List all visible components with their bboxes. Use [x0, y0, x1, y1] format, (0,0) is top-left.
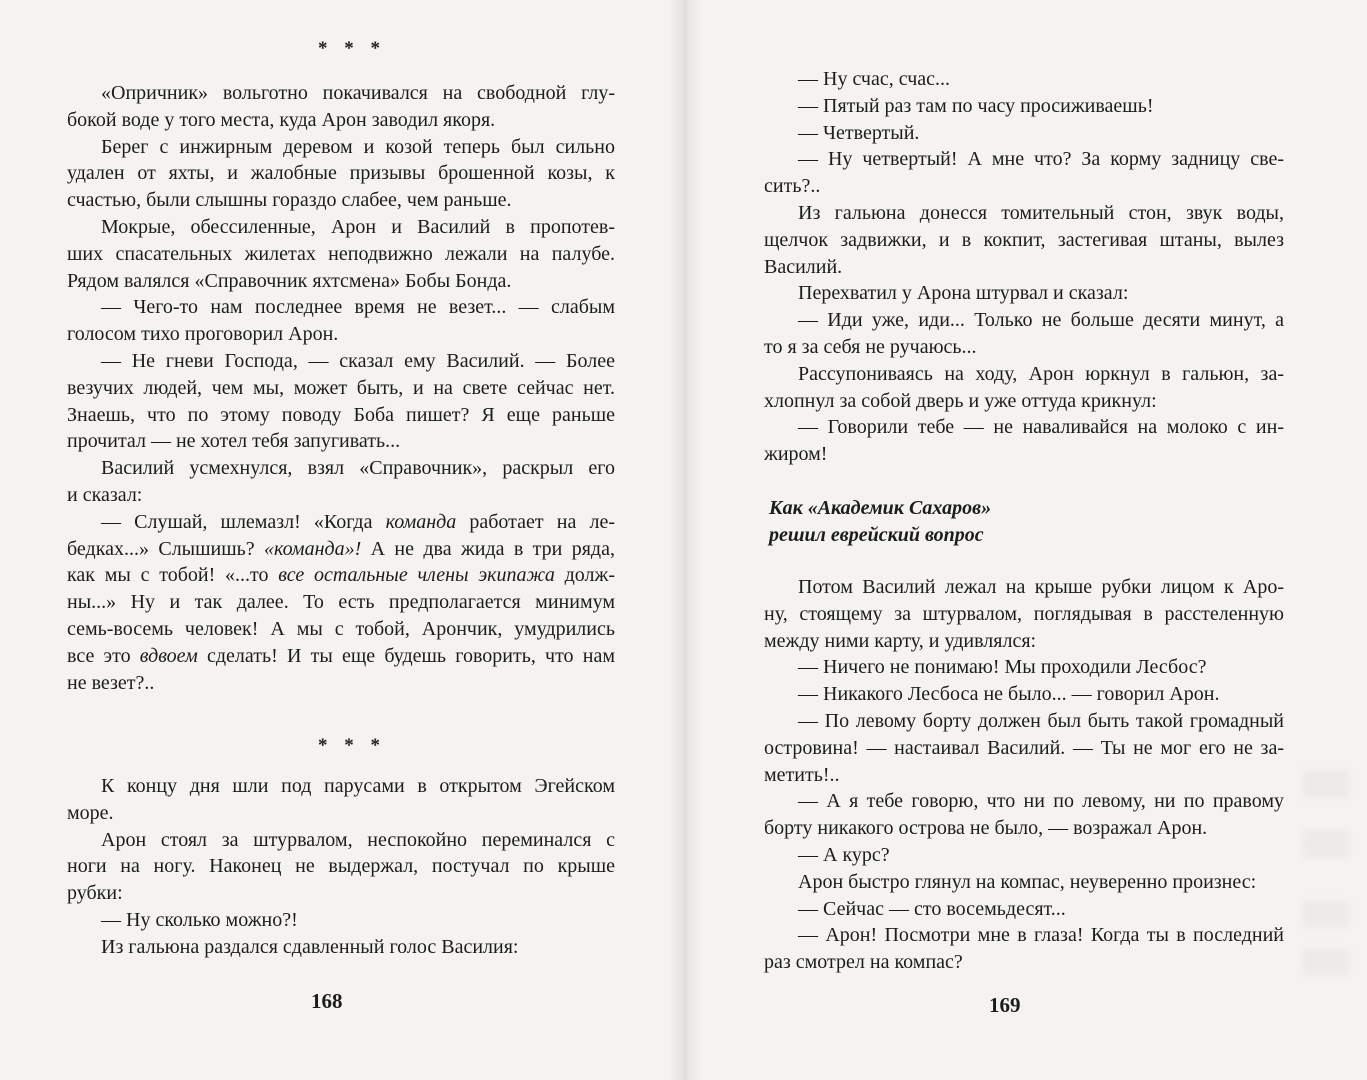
text-run: все это — [67, 644, 140, 667]
paragraph-line: ноги на ногу. Наконец не выдержал, постучал по крыше — [67, 855, 615, 878]
paragraph-line: Перехватил у Арона штурвал и сказал: — [798, 282, 1129, 305]
paragraph-line: везучих людей, чем мы, может быть, и на свете сейчас нет. — [67, 376, 615, 399]
right-page — [684, 0, 1367, 1080]
paragraph-line: рубки: — [67, 882, 123, 905]
paragraph-line: счастью, были слышны гораздо слабее, чем раньше. — [67, 189, 512, 212]
dialogue-line: — Ну счас, счас... — [798, 68, 951, 90]
paragraph-line: — Не гневи Господа, — сказал ему Василий. — Более — [101, 349, 615, 372]
text-run: бедках...» Слышишь? — [67, 537, 264, 560]
dialogue-line: — А курс? — [798, 843, 890, 866]
text-run: работает на ле- — [456, 510, 615, 533]
paragraph-line: Берег с инжирным деревом и козой теперь был сильно — [101, 135, 615, 158]
dialogue-line: — Ничего не понимаю! Мы проходили Лесбос? — [798, 656, 1207, 679]
dialogue-line: сить?.. — [764, 175, 821, 198]
italic-run: «команда»! — [263, 537, 362, 560]
paragraph-line: голосом тихо проговорил Арон. — [67, 323, 339, 346]
dialogue-line: метить!.. — [764, 763, 840, 786]
paragraph-line: щелчок задвижки, и в кокпит, застегивая штаны, вылез — [764, 228, 1284, 251]
paragraph-line: море. — [67, 801, 114, 824]
page-number-right: 169 — [989, 993, 1021, 1017]
paragraph-line: жиром! — [764, 443, 828, 466]
paragraph-line: бокой воде у того места, куда Арон заводил якоря. — [67, 108, 496, 131]
paragraph-line: — Чего-то нам последнее время не везет... — слабым — [101, 296, 615, 319]
paragraph-line: между ними карту, и удивлялся: — [764, 629, 1037, 652]
paragraph-line: Потом Василий лежал на крыше рубки лицом к Аро- — [798, 576, 1284, 598]
paragraph-line: хлопнул за собой дверь и уже оттуда крикнул: — [764, 389, 1157, 412]
paragraph-line: «Опричник» вольготно покачивался на свободной глу- — [101, 82, 615, 104]
paragraph-line: Рядом валялся «Справочник яхтсмена» Бобы Бонда. — [67, 269, 512, 292]
paragraph-line: ну, стоящему за штурвалом, поглядывая в расстеленную — [764, 602, 1284, 625]
chapter-heading — [769, 494, 1189, 548]
chapter-heading-line: решил еврейский вопрос — [769, 523, 984, 546]
paragraph-line: прочитал — не хотел тебя запугивать... — [67, 430, 401, 453]
text-run: А не два жида в три ряда, — [361, 537, 615, 560]
paragraph-line: ны...» Ну и так далее. То есть предполагается минимум — [67, 591, 615, 614]
dialogue-line: — А я тебе говорю, что ни по левому, ни по правому — [798, 790, 1284, 813]
page-number-left: 168 — [311, 989, 343, 1013]
paragraph-line: семь-восемь человек! А мы с тобой, Арончик, умудрились — [67, 617, 615, 640]
paragraph-line: К концу дня шли под парусами в открытом Эгейском — [101, 775, 615, 797]
paragraph-line: Из гальюна донесся томительный стон, звук воды, — [798, 201, 1284, 224]
dialogue-line: — Ну четвертый! А мне что? За корму задницу све- — [798, 148, 1284, 171]
paragraph-line: и сказал: — [67, 483, 143, 506]
section-divider-top: * * * — [318, 38, 386, 59]
left-page-text-top — [67, 80, 615, 696]
dialogue-line: — Арон! Посмотри мне в глаза! Когда ты в последний — [798, 924, 1284, 947]
dialogue-line: — Сейчас — сто восемьдесят... — [798, 897, 1066, 920]
right-page-text-bottom — [764, 574, 1284, 976]
chapter-heading-line: Как «Академик Сахаров» — [769, 497, 992, 519]
show-through-mark — [1303, 900, 1349, 928]
italic-run: вдвоем — [139, 644, 198, 667]
paragraph-line: Василий. — [764, 255, 843, 278]
paragraph-line: не везет?.. — [67, 671, 155, 694]
dialogue-line: — По левому борту должен был быть такой громадный — [798, 709, 1284, 732]
show-through-mark — [1303, 830, 1349, 858]
show-through-mark — [1303, 770, 1349, 798]
text-run: долж- — [554, 564, 615, 587]
paragraph-line — [67, 509, 615, 536]
paragraph-line: Арон стоял за штурвалом, неспокойно переминался с — [101, 828, 615, 851]
paragraph-line: Рассупониваясь на ходу, Арон юркнул в гальюн, за- — [798, 362, 1284, 385]
text-run: сделать! И ты еще будешь говорить, что нам — [197, 644, 615, 667]
paragraph-line: ших спасательных жилетах неподвижно лежали на палубе. — [67, 242, 615, 265]
left-page-text-bottom — [67, 773, 615, 961]
dialogue-line: островина! — настаивал Василий. — Ты не мог его не за- — [764, 736, 1284, 759]
dialogue-line: раз смотрел на компас? — [764, 951, 963, 974]
paragraph-line: удален от яхты, и жалобные призывы брошенной козы, к — [67, 162, 615, 185]
italic-run: команда — [385, 510, 457, 533]
paragraph-line: Знаешь, что по этому поводу Боба пишет? Я еще раньше — [67, 403, 615, 426]
text-run: — Слушай, шлемазл! «Когда — [101, 510, 386, 533]
italic-run: все остальные члены экипажа — [278, 564, 555, 587]
dialogue-line: — Пятый раз там по часу просиживаешь! — [798, 94, 1154, 117]
paragraph-line — [67, 536, 615, 563]
paragraph-line: Арон быстро глянул на компас, неуверенно произнес: — [798, 870, 1257, 893]
paragraph-line: Василий усмехнулся, взял «Справочник», раскрыл его — [101, 457, 615, 480]
paragraph-line: Мокрые, обессиленные, Арон и Василий в пропотев- — [101, 215, 615, 238]
paragraph-line: Из гальюна раздался сдавленный голос Василия: — [101, 935, 519, 958]
paragraph-line — [67, 562, 615, 589]
right-page-text-top — [764, 66, 1284, 468]
paragraph-line: — Иди уже, иди... Только не больше десяти минут, а — [798, 309, 1284, 332]
paragraph-line: — Говорили тебе — не наваливайся на молоко с ин- — [798, 416, 1284, 439]
dialogue-line: — Никакого Лесбоса не было... — говорил Арон. — [798, 683, 1220, 706]
paragraph-line — [67, 643, 615, 670]
dialogue-line: борту никакого острова не было, — возражал Арон. — [764, 817, 1208, 840]
show-through-mark — [1303, 948, 1349, 976]
paragraph-line: — Ну сколько можно?! — [101, 908, 298, 931]
text-run: как мы с тобой! «...то — [67, 564, 279, 587]
dialogue-line: — Четвертый. — [798, 121, 920, 144]
paragraph-line: то я за себя не ручаюсь... — [764, 335, 977, 358]
section-divider-mid: * * * — [318, 735, 386, 756]
